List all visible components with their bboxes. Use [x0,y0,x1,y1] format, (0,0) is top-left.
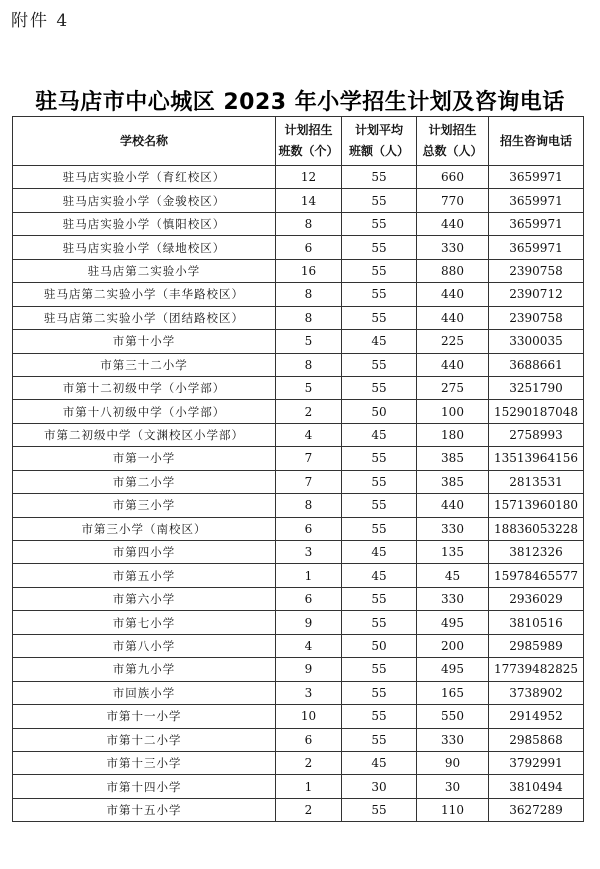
class-size-cell: 55 [342,189,417,212]
total-enrollment-cell: 275 [417,376,489,399]
class-size-cell: 55 [342,236,417,259]
phone-cell: 3659971 [489,212,584,235]
school-name-cell: 驻马店实验小学（慎阳校区） [13,212,276,235]
school-name-cell: 市第二小学 [13,470,276,493]
phone-cell: 13513964156 [489,447,584,470]
total-enrollment-cell: 135 [417,541,489,564]
table-row [13,494,584,517]
class-size-cell: 45 [342,541,417,564]
table-row [13,166,584,189]
table-row [13,587,584,610]
phone-cell: 18836053228 [489,517,584,540]
table-row [13,658,584,681]
total-enrollment-cell: 440 [417,212,489,235]
class-size-cell: 55 [342,353,417,376]
class-count-cell: 12 [276,166,342,189]
phone-cell: 3810516 [489,611,584,634]
phone-cell: 2813531 [489,470,584,493]
school-name-cell: 市第十八初级中学（小学部） [13,400,276,423]
class-size-cell: 55 [342,728,417,751]
class-size-cell: 45 [342,751,417,774]
table-row [13,728,584,751]
class-size-cell: 55 [342,447,417,470]
total-enrollment-cell: 385 [417,447,489,470]
school-name-cell: 市第九小学 [13,658,276,681]
phone-cell: 3738902 [489,681,584,704]
school-name-cell: 驻马店第二实验小学（团结路校区） [13,306,276,329]
total-enrollment-cell: 880 [417,259,489,282]
phone-cell: 17739482825 [489,658,584,681]
class-size-cell: 55 [342,166,417,189]
document-title: 驻马店市中心城区 2023 年小学招生计划及咨询电话 [35,90,565,115]
table-row [13,306,584,329]
phone-cell: 2758993 [489,423,584,446]
phone-cell: 2914952 [489,705,584,728]
phone-cell: 3659971 [489,166,584,189]
class-count-cell: 6 [276,236,342,259]
header-line: 计划招生 [284,123,333,137]
class-size-cell: 55 [342,376,417,399]
school-name-cell: 市第二初级中学（文渊校区小学部） [13,423,276,446]
total-enrollment-cell: 200 [417,634,489,657]
enrollment-table [12,116,584,822]
class-size-cell: 55 [342,470,417,493]
table-row [13,541,584,564]
header-line: 学校名称 [119,133,168,148]
table-row [13,564,584,587]
school-name-cell: 市第一小学 [13,447,276,470]
class-count-cell: 8 [276,353,342,376]
total-enrollment-cell: 770 [417,189,489,212]
school-name-cell: 市第六小学 [13,587,276,610]
total-enrollment-cell: 330 [417,728,489,751]
phone-cell: 2985989 [489,634,584,657]
total-enrollment-cell: 440 [417,494,489,517]
class-size-cell: 30 [342,775,417,798]
phone-cell: 3251790 [489,376,584,399]
table-header [13,117,584,166]
school-name-cell: 市第三十二小学 [13,353,276,376]
class-count-cell: 7 [276,447,342,470]
school-name-cell: 市第十一小学 [13,705,276,728]
header-school-name [13,117,276,166]
class-count-cell: 7 [276,470,342,493]
phone-cell: 2985868 [489,728,584,751]
phone-cell: 3812326 [489,541,584,564]
attachment-label: 附件 4 [11,11,70,31]
class-count-cell: 6 [276,728,342,751]
table-row [13,447,584,470]
table-row [13,400,584,423]
phone-cell: 2936029 [489,587,584,610]
total-enrollment-cell: 495 [417,658,489,681]
phone-cell: 3688661 [489,353,584,376]
total-enrollment-cell: 165 [417,681,489,704]
class-size-cell: 55 [342,259,417,282]
school-name-cell: 市第十小学 [13,330,276,353]
phone-cell: 3810494 [489,775,584,798]
class-size-cell: 55 [342,681,417,704]
class-count-cell: 8 [276,212,342,235]
school-name-cell: 市第五小学 [13,564,276,587]
table-row [13,236,584,259]
table-row [13,470,584,493]
school-name-cell: 市第十二小学 [13,728,276,751]
class-size-cell: 50 [342,634,417,657]
total-enrollment-cell: 385 [417,470,489,493]
table-row [13,376,584,399]
total-enrollment-cell: 45 [417,564,489,587]
class-count-cell: 14 [276,189,342,212]
class-count-cell: 2 [276,751,342,774]
school-name-cell: 驻马店实验小学（绿地校区） [13,236,276,259]
header-phone [489,117,584,166]
school-name-cell: 驻马店实验小学（育红校区） [13,166,276,189]
class-size-cell: 45 [342,423,417,446]
school-name-cell: 市第七小学 [13,611,276,634]
class-count-cell: 1 [276,564,342,587]
table-row [13,705,584,728]
school-name-cell: 市第八小学 [13,634,276,657]
total-enrollment-cell: 330 [417,236,489,259]
school-name-cell: 驻马店第二实验小学（丰华路校区） [13,283,276,306]
school-name-cell: 驻马店实验小学（金骏校区） [13,189,276,212]
school-name-cell: 市第十五小学 [13,798,276,821]
table-body [13,166,584,822]
class-count-cell: 3 [276,681,342,704]
class-size-cell: 55 [342,517,417,540]
table-row [13,212,584,235]
header-line: 计划平均 [354,123,403,137]
school-name-cell: 市第十二初级中学（小学部） [13,376,276,399]
school-name-cell: 市第三小学 [13,494,276,517]
class-count-cell: 8 [276,283,342,306]
header-row [13,117,584,166]
phone-cell: 2390712 [489,283,584,306]
class-size-cell: 55 [342,705,417,728]
header-line: 班额（人） [348,144,409,158]
class-count-cell: 6 [276,517,342,540]
class-count-cell: 9 [276,658,342,681]
school-name-cell: 市第十四小学 [13,775,276,798]
class-count-cell: 6 [276,587,342,610]
school-name-cell: 驻马店第二实验小学 [13,259,276,282]
school-name-cell: 市第十三小学 [13,751,276,774]
total-enrollment-cell: 495 [417,611,489,634]
class-count-cell: 5 [276,330,342,353]
total-enrollment-cell: 550 [417,705,489,728]
class-size-cell: 50 [342,400,417,423]
school-name-cell: 市第四小学 [13,541,276,564]
total-enrollment-cell: 90 [417,751,489,774]
total-enrollment-cell: 100 [417,400,489,423]
total-enrollment-cell: 330 [417,517,489,540]
table-row [13,611,584,634]
class-count-cell: 4 [276,634,342,657]
table-row [13,751,584,774]
class-count-cell: 2 [276,798,342,821]
class-count-cell: 9 [276,611,342,634]
header-line: 总数（人） [422,144,483,158]
class-count-cell: 3 [276,541,342,564]
phone-cell: 3300035 [489,330,584,353]
header-line: 招生咨询电话 [499,133,572,148]
class-size-cell: 55 [342,798,417,821]
class-size-cell: 55 [342,611,417,634]
phone-cell: 3659971 [489,236,584,259]
table-row [13,353,584,376]
class-size-cell: 55 [342,212,417,235]
class-count-cell: 8 [276,494,342,517]
table-row [13,798,584,821]
phone-cell: 3627289 [489,798,584,821]
class-size-cell: 55 [342,658,417,681]
header-total-enrollment [417,117,489,166]
table-row [13,423,584,446]
total-enrollment-cell: 440 [417,353,489,376]
header-class-size [342,117,417,166]
phone-cell: 3659971 [489,189,584,212]
class-size-cell: 55 [342,306,417,329]
total-enrollment-cell: 30 [417,775,489,798]
table-row [13,517,584,540]
table-row [13,681,584,704]
class-size-cell: 45 [342,330,417,353]
class-count-cell: 2 [276,400,342,423]
total-enrollment-cell: 440 [417,283,489,306]
class-count-cell: 16 [276,259,342,282]
table-row [13,283,584,306]
class-count-cell: 10 [276,705,342,728]
class-count-cell: 8 [276,306,342,329]
table-row [13,634,584,657]
phone-cell: 2390758 [489,259,584,282]
total-enrollment-cell: 330 [417,587,489,610]
header-line: 计划招生 [428,123,477,137]
total-enrollment-cell: 225 [417,330,489,353]
class-count-cell: 4 [276,423,342,446]
class-count-cell: 1 [276,775,342,798]
table-row [13,330,584,353]
table-row [13,189,584,212]
table-row [13,775,584,798]
phone-cell: 15290187048 [489,400,584,423]
class-size-cell: 55 [342,283,417,306]
class-size-cell: 55 [342,494,417,517]
phone-cell: 2390758 [489,306,584,329]
header-line: 班数（个） [278,144,339,158]
school-name-cell: 市第三小学（南校区） [13,517,276,540]
school-name-cell: 市回族小学 [13,681,276,704]
table-row [13,259,584,282]
total-enrollment-cell: 110 [417,798,489,821]
phone-cell: 15713960180 [489,494,584,517]
phone-cell: 15978465577 [489,564,584,587]
class-size-cell: 45 [342,564,417,587]
total-enrollment-cell: 440 [417,306,489,329]
class-size-cell: 55 [342,587,417,610]
header-class-count [276,117,342,166]
total-enrollment-cell: 660 [417,166,489,189]
total-enrollment-cell: 180 [417,423,489,446]
class-count-cell: 5 [276,376,342,399]
phone-cell: 3792991 [489,751,584,774]
